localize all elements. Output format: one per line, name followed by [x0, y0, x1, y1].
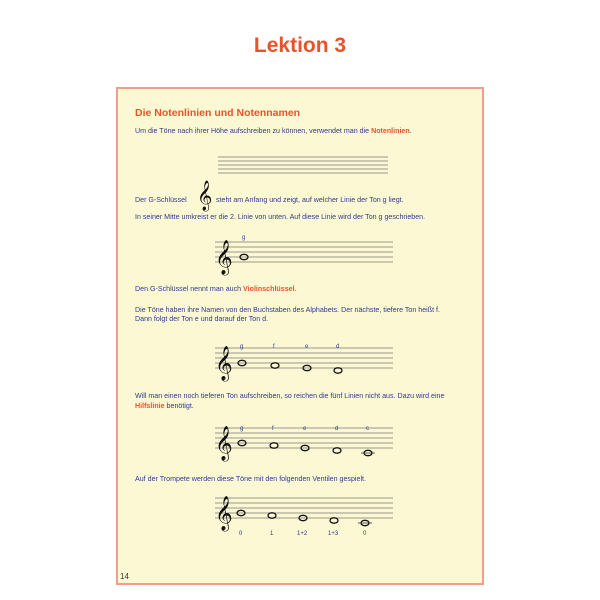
paragraph-alphabet-2: Dann folgt der Ton e und darauf der Ton d. [135, 315, 269, 323]
whole-note [268, 513, 276, 518]
note-label: d [335, 426, 339, 432]
note-label: c [366, 426, 369, 432]
paragraph-second-line: In seiner Mitte umkreist er die 2. Linie von unten. Auf diese Linie wird der Ton g geschrieben. [135, 213, 426, 221]
paragraph-text: Den G-Schlüssel nennt man auch [135, 285, 244, 293]
paragraph-text: benötigt. [164, 402, 194, 410]
term-notenlinien: Notenlinien [371, 127, 410, 135]
note-label: g [240, 426, 244, 432]
paragraph-g-clef [135, 196, 187, 205]
whole-note [333, 448, 341, 453]
note-label: e [303, 426, 307, 432]
note-label: d [336, 344, 340, 350]
term-hilfslinie: Hilfslinie [135, 402, 165, 410]
note-label: g [242, 235, 246, 241]
lesson-title: Lektion 3 [253, 34, 347, 57]
whole-note [271, 363, 279, 368]
staff-empty [218, 155, 388, 181]
paragraph-text: . [409, 127, 412, 135]
paragraph-text: Der G-Schlüssel [135, 196, 187, 204]
term-violinschluessel: Violinschlüssel [243, 285, 295, 293]
treble-clef-icon: 𝄞 [197, 181, 213, 211]
paragraph-violinschluessel [135, 285, 297, 294]
valve-label: 1+3 [328, 531, 339, 537]
valve-label: 1+2 [297, 531, 308, 537]
note-label: e [305, 344, 309, 350]
valve-label: 0 [363, 531, 367, 537]
staff-notes-gfedc [215, 420, 393, 462]
treble-clef-icon: 𝄞 [215, 240, 233, 275]
valve-label: 1 [270, 531, 274, 537]
whole-note [334, 368, 342, 373]
staff-note-g [215, 234, 393, 274]
paragraph-trumpet: Auf der Trompete werden diese Töne mit den folgenden Ventilen gespielt. [135, 475, 366, 483]
page-number: 14 [120, 572, 129, 581]
paragraph-text: Um die Töne nach ihrer Höhe aufschreiben zu können, verwendet man die [135, 127, 372, 135]
paragraph-notenlinien [135, 127, 412, 136]
treble-clef-icon: 𝄞 [215, 496, 233, 531]
whole-note [330, 518, 338, 523]
valve-label: 0 [239, 531, 243, 537]
section-heading: Die Notenlinien und Notennamen [135, 107, 301, 119]
staff-notes-gfed [215, 340, 393, 380]
treble-clef-icon: 𝄞 [215, 426, 233, 461]
note-label: f [273, 344, 275, 350]
paragraph-text: . [294, 285, 297, 293]
whole-note [270, 443, 278, 448]
note-label: g [240, 344, 244, 350]
paragraph-hilfslinie-1: Will man einen noch tieferen Ton aufschreiben, so reichen die fünf Linien nicht aus. Dazu wird eine [135, 392, 445, 400]
note-label: f [272, 426, 274, 432]
paragraph-alphabet-1: Die Töne haben ihre Namen von den Buchstaben des Alphabets. Der nächste, tiefere Ton heißt f. [135, 306, 440, 314]
staff-trumpet-valves [215, 495, 393, 537]
treble-clef-icon: 𝄞 [215, 346, 233, 381]
paragraph-hilfslinie-2 [135, 402, 194, 411]
paragraph-g-clef-cont: steht am Anfang und zeigt, auf welcher Linie der Ton g liegt. [216, 196, 404, 204]
